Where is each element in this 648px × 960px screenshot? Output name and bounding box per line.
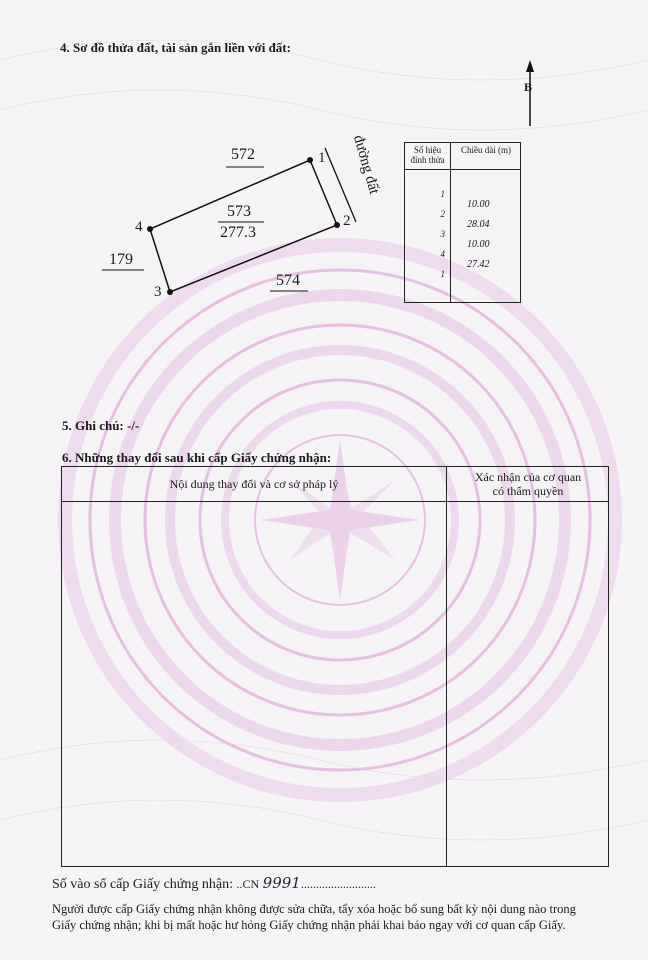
length-cell: 27.42 <box>467 259 490 270</box>
neighbor-574-label: 574 <box>276 272 300 289</box>
col-length-header: Chiều dài (m) <box>461 145 511 155</box>
edge-length-table <box>404 142 521 303</box>
road-label: đường đất <box>349 133 383 197</box>
length-cell: 10.00 <box>467 199 490 210</box>
changes-col-content-header: Nội dung thay đổi và cơ sở pháp lý <box>169 477 339 491</box>
col-point-header: Số hiệu đỉnh thửa <box>410 145 445 165</box>
point-cell: 4 <box>440 249 445 259</box>
road-edge-line <box>325 148 356 222</box>
parcel-number: 573 <box>227 203 251 220</box>
corner-4-marker <box>147 226 153 232</box>
corner-3-marker <box>167 289 173 295</box>
register-prefix: CN <box>242 877 260 891</box>
changes-col-confirmation-header: Xác nhận của cơ quan có thẩm quyền <box>474 470 582 498</box>
neighbor-179-label: 179 <box>109 251 133 268</box>
register-number-line: Số vào sổ cấp Giấy chứng nhận: ..CN 9991......................... <box>52 874 376 892</box>
point-cell: 2 <box>440 209 445 219</box>
corner-label-1: 1 <box>318 150 326 166</box>
changes-table <box>61 466 609 867</box>
notice-line-2: Giấy chứng nhận; khi bị mất hoặc hư hỏng Giấy chứng nhận phải khai báo ngay với cơ quan cấp Giấy. <box>52 918 566 932</box>
length-cell: 10.00 <box>467 239 490 250</box>
point-cell: 3 <box>440 229 445 239</box>
register-label: Số vào sổ cấp Giấy chứng nhận: <box>52 877 233 892</box>
section6-heading: 6. Những thay đổi sau khi cấp Giấy chứng nhận: <box>62 450 332 465</box>
point-cell: 1 <box>440 269 445 279</box>
notice-line-1: Người được cấp Giấy chứng nhận không được sửa chữa, tẩy xóa hoặc bổ sung bất kỳ nội dung nào trong <box>52 902 576 916</box>
length-cell: 28.04 <box>467 219 490 230</box>
corner-1-marker <box>307 157 313 163</box>
corner-label-2: 2 <box>343 213 351 229</box>
corner-2-marker <box>334 222 340 228</box>
section4-heading: 4. Sơ đồ thửa đất, tài sản gắn liền với đất: <box>60 40 291 55</box>
register-number: 9991 <box>262 874 301 892</box>
neighbor-572-label: 572 <box>231 146 255 163</box>
corner-label-4: 4 <box>135 219 143 235</box>
parcel-area: 277.3 <box>220 224 256 241</box>
north-label: B <box>524 80 533 94</box>
section5-note: 5. Ghi chú: -/- <box>62 418 140 433</box>
point-cell: 1 <box>440 189 445 199</box>
corner-label-3: 3 <box>154 284 162 300</box>
